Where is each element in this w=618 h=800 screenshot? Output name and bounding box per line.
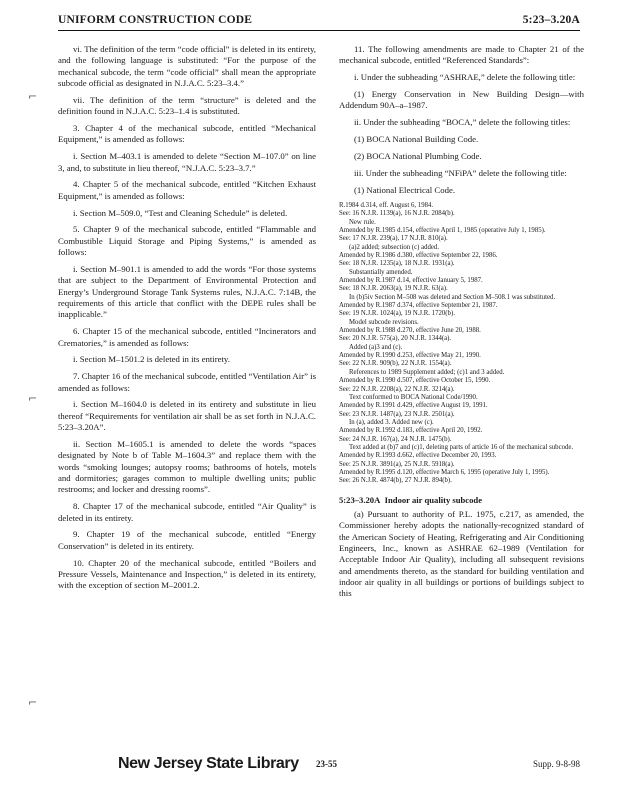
paragraph: 7. Chapter 16 of the mechanical subcode, entitled “Ventilation Air” is amended as follows:	[58, 371, 316, 393]
history-entry: See: 25 N.J.R. 3891(a), 25 N.J.R. 5918(a).	[339, 460, 455, 468]
history-entry: See: 16 N.J.R. 1139(a), 16 N.J.R. 2084(b).	[339, 210, 455, 218]
history-entry: Amended by R.1987 d.14, effective January 5, 1987.	[339, 277, 483, 285]
history-note: Text added at (b)7 and (c)1, deleting parts of article 16 of the mechanical subcode.	[349, 443, 574, 451]
history-entry: Amended by R.1990 d.507, effective October 15, 1990.	[339, 377, 491, 385]
history-notes	[339, 202, 584, 486]
history-entry: Amended by R.1987 d.374, effective September 21, 1987.	[339, 302, 498, 310]
header-title: UNIFORM CONSTRUCTION CODE	[58, 14, 253, 26]
running-header	[58, 14, 580, 31]
paragraph: (1) National Electrical Code.	[354, 184, 456, 195]
history-entry: See: 24 N.J.R. 167(a), 24 N.J.R. 1475(b).	[339, 435, 452, 443]
margin-mark: ⌐	[28, 90, 38, 103]
history-entry: Amended by R.1990 d.253, effective May 21, 1990.	[339, 352, 481, 360]
history-entry: See: 19 N.J.R. 1024(a), 19 N.J.R. 1720(b).	[339, 310, 455, 318]
paragraph: (2) BOCA National Plumbing Code.	[354, 150, 482, 161]
page-footer	[0, 755, 618, 785]
paragraph: i. Under the subheading “ASHRAE,” delete the following title:	[354, 72, 576, 83]
paragraph: 3. Chapter 4 of the mechanical subcode, entitled “Mechanical Equipment,” is amended as follows:	[58, 123, 316, 145]
library-stamp: New Jersey State Library	[118, 755, 299, 772]
history-entry: See: 26 N.J.R. 4874(b), 27 N.J.R. 894(b).	[339, 477, 452, 485]
paragraph: i. Section M–1501.2 is deleted in its entirety.	[73, 354, 230, 365]
history-entry: Amended by R.1993 d.662, effective December 20, 1993.	[339, 452, 497, 460]
history-note: New rule.	[349, 218, 376, 226]
history-note: Text conformed to BOCA National Code/1990.	[349, 393, 478, 401]
paragraph: (1) Energy Conservation in New Building Design—with Addendum 90A–a–1987.	[339, 89, 584, 111]
paragraph: i. Section M–403.1 is amended to delete “Section M–107.0” on line 3, and, to substitute in lieu thereof, “N.J.A.C. 5:23–3.7.”	[58, 151, 316, 173]
right-column	[339, 44, 584, 600]
paragraph: ii. Section M–1605.1 is amended to delete the words “spaces designated by Note b of Table M–1604.3” and replace them with the words “smoking lounges; autopsy rooms; bathrooms of hotels, motels and dormitories; garages common to multiple dwelling units; public restrooms; and locker and dressing rooms”.	[58, 438, 316, 495]
paragraph: 8. Chapter 17 of the mechanical subcode, entitled “Air Quality” is deleted in its entirety.	[58, 501, 316, 523]
section-5-23-3-20a	[339, 495, 584, 600]
history-entry: See: 20 N.J.R. 575(a), 20 N.J.R. 1344(a).	[339, 335, 452, 343]
paragraph: 10. Chapter 20 of the mechanical subcode, entitled “Boilers and Pressure Vessels, Maintenance and Inspection,” is deleted in its entirety, with the exception of section M–2001.2.	[58, 557, 316, 591]
paragraph: i. Section M–509.0, “Test and Cleaning Schedule” is deleted.	[73, 207, 288, 218]
history-entry: Amended by R.1995 d.120, effective March 6, 1995 (operative July 1, 1995).	[339, 468, 550, 476]
section-title: Indoor air quality subcode	[384, 494, 483, 505]
history-note: Model subcode revisions.	[349, 318, 419, 326]
history-entry: See: 22 N.J.R. 2208(a), 22 N.J.R. 3214(a).	[339, 385, 455, 393]
paragraph: 6. Chapter 15 of the mechanical subcode, entitled “Incinerators and Crematories,” is amended as follows:	[58, 326, 316, 348]
history-note: (a)2 added; subsection (c) added.	[349, 243, 440, 251]
paragraph: vii. The definition of the term “structure” is deleted and the definition found in N.J.A.C. 5:23–1.4 is substituted.	[58, 94, 316, 117]
margin-mark: ⌐	[28, 392, 38, 405]
paragraph: 11. The following amendments are made to Chapter 21 of the mechanical subcode, entitled “Referenced Standards”:	[339, 44, 584, 66]
history-entry: See: 18 N.J.R. 1235(a), 18 N.J.R. 1931(a).	[339, 260, 455, 268]
paragraph: i. Section M–1604.0 is deleted in its entirety and substitute in lieu thereof “Requirements for ventilation air shall be as set forth in N.J.A.C. 5:23–3.20A”.	[58, 399, 316, 433]
history-entry: Amended by R.1985 d.154, effective April 1, 1985 (operative July 1, 1985).	[339, 226, 546, 234]
history-entry: See: 18 N.J.R. 2063(a), 19 N.J.R. 63(a).	[339, 285, 448, 293]
header-section-ref: 5:23–3.20A	[522, 14, 580, 26]
left-column	[58, 44, 316, 597]
history-note: In (b)5iv Section M–508 was deleted and Section M–508.1 was substituted.	[349, 293, 556, 301]
supplement-date: Supp. 9-8-98	[533, 759, 580, 769]
history-entry: See: 22 N.J.R. 909(b), 22 N.J.R. 1554(a).	[339, 360, 452, 368]
paragraph: i. Section M–901.1 is amended to add the words “For those systems that are subject to the Department of Environmental Protection and Energy’s Underground Storage Tank Systems rules, N.J.A.C. 7:14B, the requirements of this article that conflict with the DEPE rules shall be inapplicable.”	[58, 264, 316, 320]
paragraph: (1) BOCA National Building Code.	[354, 134, 479, 145]
history-note: In (a), added 3. Added new (c).	[349, 418, 434, 426]
paragraph: 4. Chapter 5 of the mechanical subcode, entitled “Kitchen Exhaust Equipment,” is amended as follows:	[58, 179, 316, 201]
history-entry: Amended by R.1986 d.380, effective September 22, 1986.	[339, 252, 498, 259]
history-note: Substantially amended.	[349, 268, 413, 276]
history-entry: Amended by R.1988 d.270, effective June 20, 1988.	[339, 327, 481, 335]
page-number: 23-55	[316, 759, 337, 769]
history-entry: Amended by R.1991 d.429, effective August 19, 1991.	[339, 402, 488, 410]
paragraph: 5. Chapter 9 of the mechanical subcode, entitled “Flammable and Combustible Liquid Storage and Piping Systems,” is amended as follows:	[58, 224, 316, 258]
history-note: Added (a)3 and (c).	[349, 343, 403, 351]
section-body: (a) Pursuant to authority of P.L. 1975, c.217, as amended, the Commissioner hereby adopts the nationally-recognized standard of the American Society of Heating, Refrigerating and Air Conditioning Engineers, Inc., known as ASHRAE 62–1989 (Ventilation for Acceptable Indoor Air Quality), including all subsequent revisions and amendments thereto, as the standard for building ventilation and indoor air quality in all buildings or portions of buildings subject to this	[339, 508, 584, 599]
history-entry: R.1984 d.314, eff. August 6, 1984.	[339, 201, 434, 209]
history-entry: Amended by R.1992 d.183, effective April 20, 1992.	[339, 427, 483, 435]
history-entry: See: 17 N.J.R. 239(a), 17 N.J.R. 810(a).	[339, 235, 448, 243]
paragraph: vi. The definition of the term “code official” is deleted in its entirety, and the following language is substituted: “For the purpose of the mechanical subcode, the term “code official” shall mean the appropriate subcode official as designated in N.J.A.C. 5:23–3.4.”	[58, 44, 316, 89]
section-number: 5:23–3.20A	[339, 494, 381, 505]
paragraph: iii. Under the subheading “NFiPA” delete the following title:	[354, 167, 567, 178]
paragraph: 9. Chapter 19 of the mechanical subcode, entitled “Energy Conservation” is deleted in its entirety.	[58, 529, 316, 551]
paragraph: ii. Under the subheading “BOCA,” delete the following titles:	[354, 117, 571, 128]
history-entry: See: 23 N.J.R. 1487(a), 23 N.J.R. 2501(a).	[339, 410, 455, 418]
history-note: References to 1989 Supplement added; (c)1 and 3 added.	[349, 368, 505, 376]
margin-mark: ⌐	[28, 696, 38, 709]
